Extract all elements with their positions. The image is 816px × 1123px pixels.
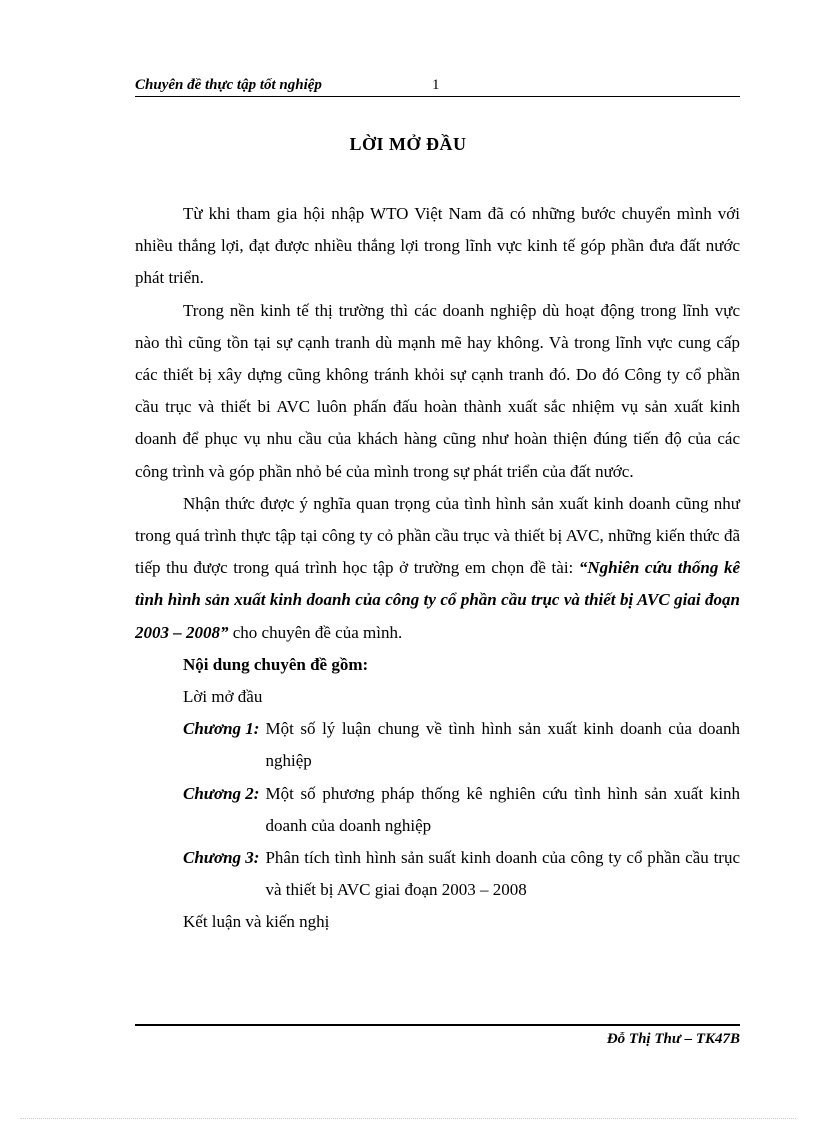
page-bottom-divider bbox=[20, 1118, 796, 1119]
page-header bbox=[135, 76, 740, 97]
contents-conclusion: Kết luận và kiến nghị bbox=[183, 912, 330, 932]
paragraph bbox=[135, 488, 740, 649]
chapter-label: Chương 1: bbox=[183, 719, 260, 739]
thesis-topic: “Nghiên cứu thống kê tình hình sản xuất kinh doanh của công ty cổ phần cầu trục và thiết bị AVC giai đoạn 2003 – 2008” bbox=[135, 558, 740, 642]
paragraph-text: cho chuyên đề của mình. bbox=[228, 622, 403, 642]
chapter-label: Chương 2: bbox=[183, 783, 260, 803]
contents-heading: Nội dung chuyên đề gồm: bbox=[183, 654, 369, 674]
paragraph: Từ khi tham gia hội nhập WTO Việt Nam đã có những bước chuyển mình với nhiều thắng lợi, đạt được nhiều thắng lợi trong lĩnh vực kinh tế góp phần đưa đất nước phát triển. bbox=[135, 204, 740, 288]
paragraph-text: Nhận thức được ý nghĩa quan trọng của tình hình sản xuất kinh doanh cũng như trong quá trình thực tập tại công ty cỏ phần cầu trục và thiết bị AVC, những kiến thức đã tiếp thu được trong quá trình học tập ở trường em chọn đề tài: bbox=[135, 493, 740, 578]
paragraph: Trong nền kinh tế thị trường thì các doanh nghiệp dù hoạt động trong lĩnh vực nào thì cũng tồn tại sự cạnh tranh dù mạnh mẽ hay không. Và trong lĩnh vực cung cấp các thiết bị xây dựng cũng không tránh khỏi sự cạnh tranh đó. Do đó Công ty cổ phần cầu trục và thiết bi AVC luôn phấn đấu hoàn thành xuất sắc nhiệm vụ sản xuất kinh doanh để phục vụ nhu cầu của khách hàng cũng như hoàn thiện đúng tiến độ của các công trình và góp phần nhỏ bé của mình trong sự phát triển của đất nước. bbox=[135, 300, 740, 481]
chapter-entry bbox=[183, 842, 740, 906]
document-body bbox=[135, 198, 740, 939]
chapter-text: Một số lý luận chung về tình hình sản xuất kinh doanh của doanh nghiệp bbox=[265, 719, 740, 771]
footer-author: Đỗ Thị Thư – TK47B bbox=[606, 1031, 740, 1047]
chapter-text: Phân tích tình hình sản suất kinh doanh của công ty cổ phần cầu trục và thiết bị AVC giai đoạn 2003 – 2008 bbox=[265, 848, 740, 900]
chapter-entry bbox=[183, 713, 740, 777]
chapter-label: Chương 3: bbox=[183, 848, 260, 868]
chapter-entry bbox=[183, 778, 740, 842]
chapter-text: Một số phương pháp thống kê nghiên cứu tình hình sản xuất kinh doanh của doanh nghiệp bbox=[265, 783, 740, 835]
header-title: Chuyên đề thực tập tốt nghiệp bbox=[135, 77, 322, 93]
contents-intro: Lời mở đầu bbox=[183, 687, 263, 707]
footer-divider bbox=[135, 1024, 740, 1026]
document-title: LỜI MỞ ĐẦU bbox=[349, 134, 467, 154]
page-number: 1 bbox=[432, 77, 440, 93]
